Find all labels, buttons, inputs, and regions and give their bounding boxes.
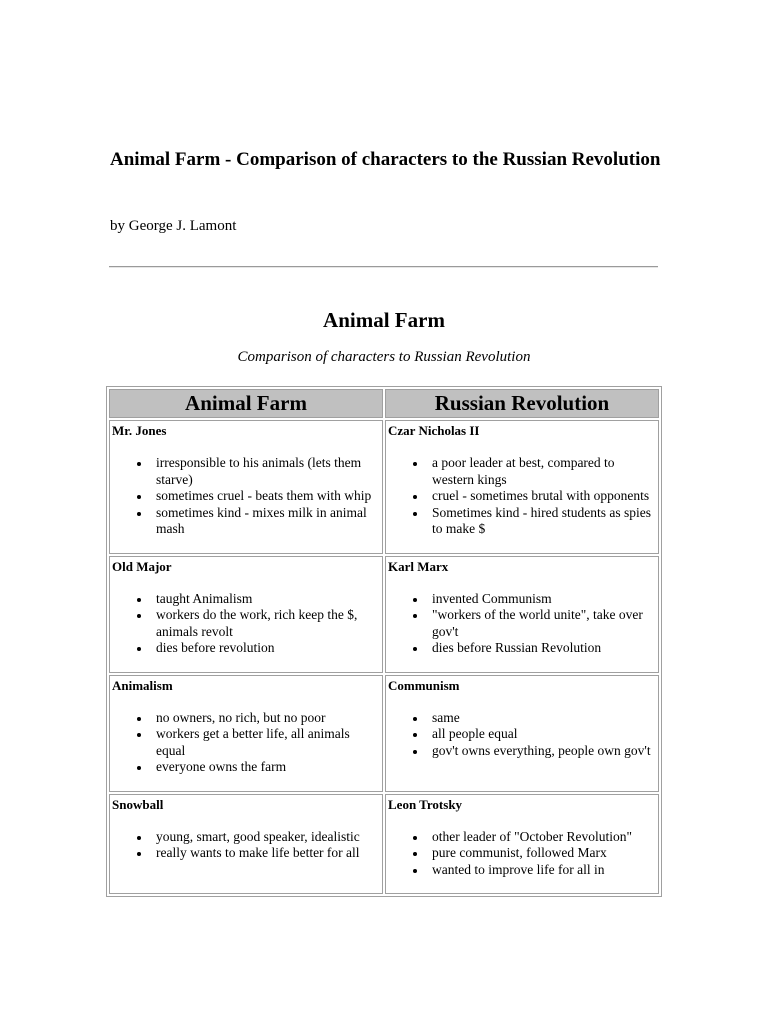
list-item: wanted to improve life for all in bbox=[432, 862, 656, 879]
character-name: Old Major bbox=[112, 558, 172, 574]
list-item: sometimes kind - mixes milk in animal mash bbox=[156, 505, 380, 538]
character-name: Communism bbox=[388, 677, 460, 693]
cell-animal-farm bbox=[109, 794, 383, 895]
character-name: Leon Trotsky bbox=[388, 796, 463, 812]
list-item: cruel - sometimes brutal with opponents bbox=[432, 488, 656, 505]
list-item: other leader of "October Revolution" bbox=[432, 829, 656, 846]
list-item: pure communist, followed Marx bbox=[432, 845, 656, 862]
list-item: sometimes cruel - beats them with whip bbox=[156, 488, 380, 505]
table-row bbox=[109, 794, 659, 895]
trait-list bbox=[388, 591, 656, 657]
list-item: Sometimes kind - hired students as spies to make $ bbox=[432, 505, 656, 538]
cell-russian-revolution bbox=[385, 420, 659, 554]
list-item: young, smart, good speaker, idealistic bbox=[156, 829, 380, 846]
trait-list bbox=[388, 829, 656, 879]
list-item: dies before Russian Revolution bbox=[432, 640, 656, 657]
author-line: by George J. Lamont bbox=[110, 218, 237, 234]
cell-animal-farm bbox=[109, 675, 383, 792]
table-header-row bbox=[109, 389, 659, 418]
header-russian-revolution: Russian Revolution bbox=[385, 389, 659, 418]
section-title: Animal Farm bbox=[323, 308, 445, 332]
trait-list bbox=[112, 829, 380, 862]
cell-russian-revolution bbox=[385, 556, 659, 673]
cell-russian-revolution bbox=[385, 794, 659, 895]
list-item: gov't owns everything, people own gov't bbox=[432, 743, 656, 760]
list-item: everyone owns the farm bbox=[156, 759, 380, 776]
character-name: Snowball bbox=[112, 796, 164, 812]
list-item: workers get a better life, all animals equal bbox=[156, 726, 380, 759]
list-item: dies before revolution bbox=[156, 640, 380, 657]
list-item: taught Animalism bbox=[156, 591, 380, 608]
list-item: irresponsible to his animals (lets them starve) bbox=[156, 455, 380, 488]
list-item: really wants to make life better for all bbox=[156, 845, 380, 862]
cell-animal-farm bbox=[109, 420, 383, 554]
table-row bbox=[109, 420, 659, 554]
cell-animal-farm bbox=[109, 556, 383, 673]
trait-list bbox=[112, 591, 380, 657]
horizontal-rule bbox=[109, 266, 658, 268]
trait-list bbox=[112, 710, 380, 776]
trait-list bbox=[388, 710, 656, 760]
document-title: Animal Farm - Comparison of characters to the Russian Revolution bbox=[110, 149, 661, 170]
header-animal-farm: Animal Farm bbox=[109, 389, 383, 418]
list-item: workers do the work, rich keep the $, animals revolt bbox=[156, 607, 380, 640]
list-item: a poor leader at best, compared to western kings bbox=[432, 455, 656, 488]
section-subtitle: Comparison of characters to Russian Revolution bbox=[237, 349, 531, 365]
comparison-table bbox=[106, 386, 662, 897]
character-name: Animalism bbox=[112, 677, 173, 693]
list-item: same bbox=[432, 710, 656, 727]
list-item: invented Communism bbox=[432, 591, 656, 608]
trait-list bbox=[112, 455, 380, 538]
table-row bbox=[109, 675, 659, 792]
trait-list bbox=[388, 455, 656, 538]
cell-russian-revolution bbox=[385, 675, 659, 792]
character-name: Mr. Jones bbox=[112, 423, 167, 438]
character-name: Karl Marx bbox=[388, 558, 449, 574]
character-name: Czar Nicholas II bbox=[388, 423, 480, 438]
list-item: "workers of the world unite", take over gov't bbox=[432, 607, 656, 640]
list-item: all people equal bbox=[432, 726, 656, 743]
table-row bbox=[109, 556, 659, 673]
list-item: no owners, no rich, but no poor bbox=[156, 710, 380, 727]
